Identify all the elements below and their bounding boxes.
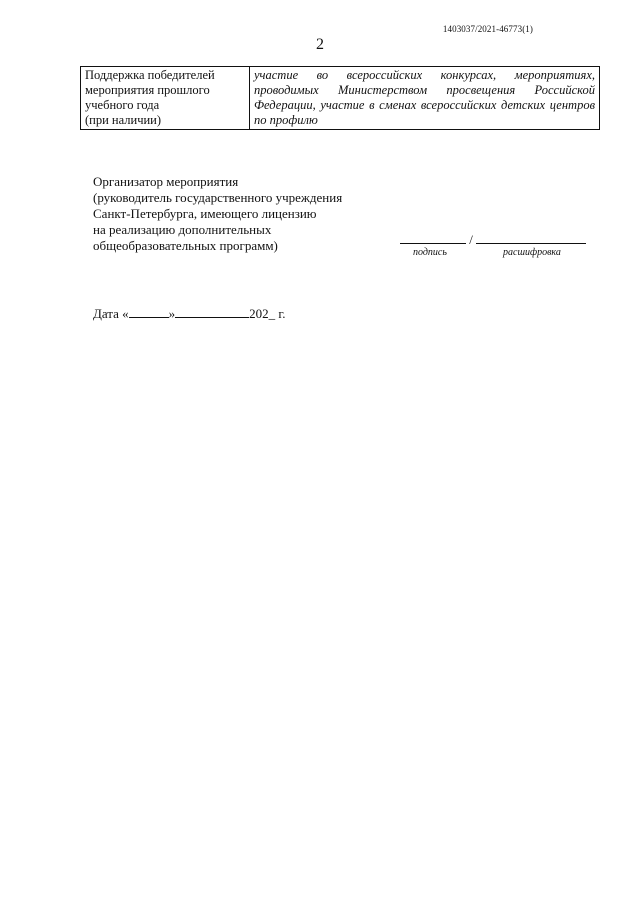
left-cell-line: Поддержка победителей: [85, 68, 215, 82]
organizer-line: общеобразовательных программ): [93, 238, 278, 253]
date-line: [93, 306, 286, 322]
date-prefix: Дата «: [93, 306, 129, 321]
table-left-cell: [81, 67, 250, 130]
date-day-field[interactable]: [129, 306, 169, 318]
left-cell-line: учебного года: [85, 98, 160, 112]
date-month-field[interactable]: [175, 306, 249, 318]
signature-field[interactable]: [400, 232, 466, 244]
page-number: 2: [316, 36, 324, 53]
table-row: [81, 67, 600, 130]
date-middle: »: [168, 306, 176, 321]
organizer-block: [93, 174, 383, 254]
left-cell-line: мероприятия прошлого: [85, 83, 210, 97]
organizer-line: Санкт-Петербурга, имеющего лицензию: [93, 206, 317, 221]
support-table: [80, 66, 600, 130]
table-right-cell: участие во всероссийских конкурсах, мероприятиях, проводимых Министерством просвещения Российской Федерации, участие в сменах всероссийских детских центров по профилю: [250, 67, 600, 130]
signature-caption: подпись: [413, 247, 447, 258]
organizer-line: на реализацию дополнительных: [93, 222, 272, 237]
signature-separator: /: [469, 232, 473, 247]
date-suffix: г.: [278, 306, 286, 321]
decoding-caption: расшифровка: [503, 247, 561, 258]
organizer-line: Организатор мероприятия: [93, 174, 239, 189]
date-year: 202_: [249, 306, 276, 321]
document-number: 1403037/2021-46773(1): [442, 24, 533, 34]
organizer-line: (руководитель государственного учреждения: [93, 190, 343, 205]
left-cell-line: (при наличии): [85, 113, 162, 127]
decoding-field[interactable]: [476, 232, 586, 244]
signature-line: [400, 232, 586, 248]
